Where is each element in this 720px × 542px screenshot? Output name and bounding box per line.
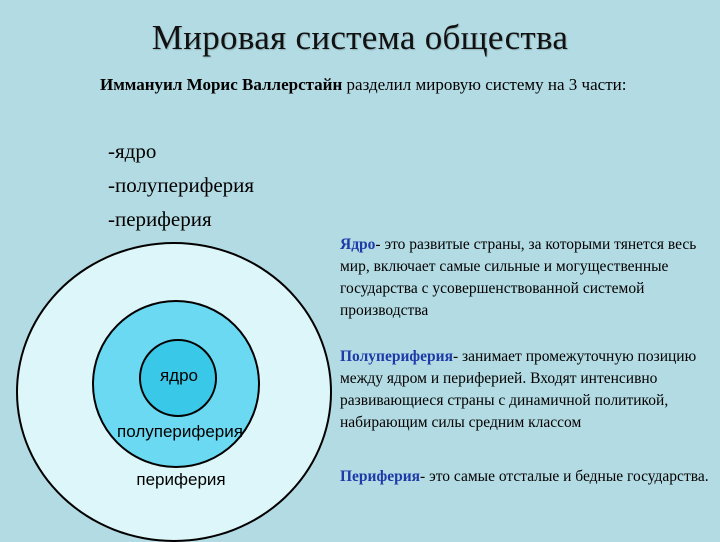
core-label: ядро <box>159 366 199 385</box>
part-semiperiphery: -полупериферия <box>108 173 255 197</box>
definition-periphery <box>340 466 710 488</box>
periphery-label: периферия <box>136 470 226 489</box>
part-core: -ядро <box>108 139 157 163</box>
definition-core <box>340 234 710 322</box>
part-periphery: -периферия <box>108 207 212 231</box>
definition-text: - это самые отсталые и бедные государства. <box>420 468 709 485</box>
definition-term: Периферия <box>340 468 421 485</box>
intro-text <box>100 72 660 97</box>
definition-text: - занимает промежуточную позицию между ядром и периферией. Входят интенсивно развивающиеся страны с динамичной политикой, набирающим силы средним классом <box>340 348 697 431</box>
world-system-diagram <box>16 242 336 542</box>
intro-rest: разделил мировую систему на 3 части: <box>342 75 627 94</box>
author-name: Иммануил Морис Валлерстайн <box>100 75 343 94</box>
parts-list <box>108 134 254 236</box>
definition-term: Полупериферия <box>340 348 453 365</box>
semiperiphery-label: полупериферия <box>117 422 243 441</box>
definition-term: Ядро <box>340 236 376 253</box>
definition-semiperiphery <box>340 346 710 434</box>
definition-text: - это развитые страны, за которыми тянется весь мир, включает самые сильные и могущественные государства с усовершенствованной системой производства <box>340 236 697 319</box>
page-title: Мировая система общества <box>151 18 569 57</box>
